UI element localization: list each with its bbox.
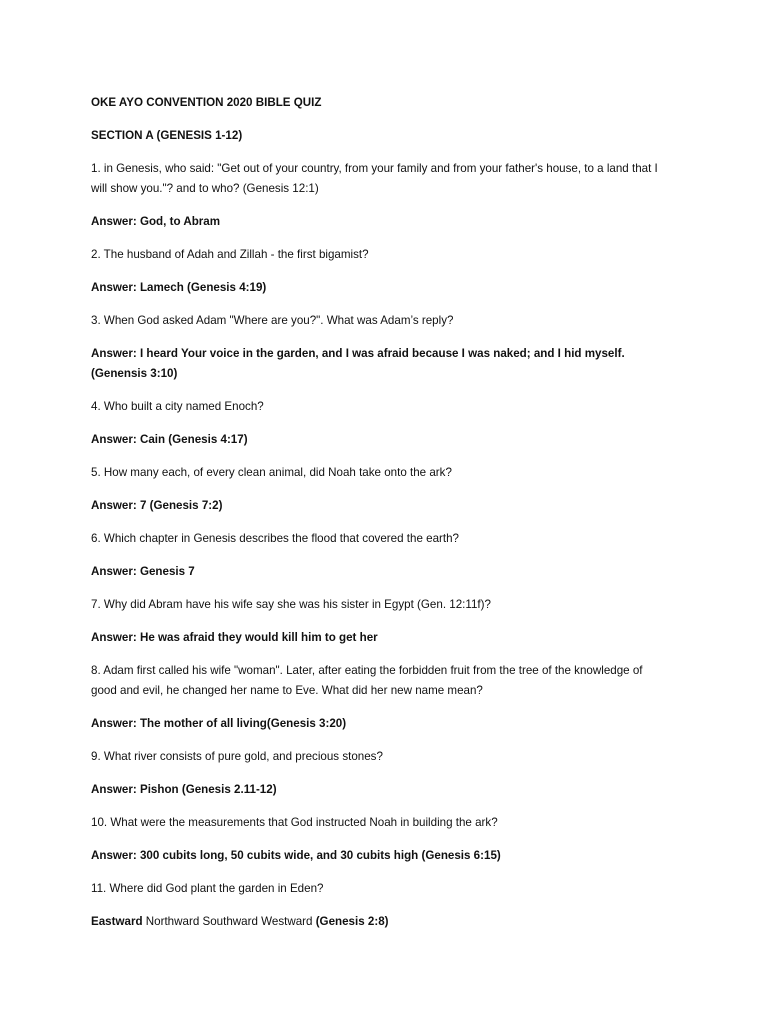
answer-10: Answer: 300 cubits long, 50 cubits wide, and 30 cubits high (Genesis 6:15) xyxy=(91,849,501,862)
section-heading: SECTION A (GENESIS 1-12) xyxy=(91,129,243,142)
question-9: 9. What river consists of pure gold, and precious stones? xyxy=(91,750,383,763)
answer-4: Answer: Cain (Genesis 4:17) xyxy=(91,433,248,446)
question-6: 6. Which chapter in Genesis describes the flood that covered the earth? xyxy=(91,532,459,545)
answer-7: Answer: He was afraid they would kill him to get her xyxy=(91,631,378,644)
answer-1: Answer: God, to Abram xyxy=(91,215,221,228)
document-title: OKE AYO CONVENTION 2020 BIBLE QUIZ xyxy=(91,96,322,109)
question-2: 2. The husband of Adah and Zillah - the first bigamist? xyxy=(91,248,369,261)
question-3: 3. When God asked Adam "Where are you?". What was Adam’s reply? xyxy=(91,314,454,327)
answer-9: Answer: Pishon (Genesis 2.11-12) xyxy=(91,783,277,796)
question-8: 8. Adam first called his wife "woman". Later, after eating the forbidden fruit from the tree of the knowledge of good and evil, he changed her name to Eve. What did her new name mean? xyxy=(91,664,643,697)
question-7: 7. Why did Abram have his wife say she was his sister in Egypt (Gen. 12:11f)? xyxy=(91,598,491,611)
question-10: 10. What were the measurements that God instructed Noah in building the ark? xyxy=(91,816,498,829)
answer-11-other-options: Northward Southward Westward xyxy=(142,915,316,928)
answer-2: Answer: Lamech (Genesis 4:19) xyxy=(91,281,267,294)
document-body xyxy=(91,93,671,945)
answer-11-first-option: Eastward xyxy=(91,915,143,928)
answer-11 xyxy=(91,912,671,932)
answer-8: Answer: The mother of all living(Genesis 3:20) xyxy=(91,717,347,730)
question-5: 5. How many each, of every clean animal, did Noah take onto the ark? xyxy=(91,466,452,479)
question-4: 4. Who built a city named Enoch? xyxy=(91,400,264,413)
answer-6: Answer: Genesis 7 xyxy=(91,565,195,578)
question-1: 1. in Genesis, who said: "Get out of your country, from your family and from your father's house, to a land that I will show you."? and to who? (Genesis 12:1) xyxy=(91,162,658,195)
answer-5: Answer: 7 (Genesis 7:2) xyxy=(91,499,223,512)
question-11: 11. Where did God plant the garden in Eden? xyxy=(91,882,324,895)
answer-11-reference: (Genesis 2:8) xyxy=(315,915,389,928)
answer-3: Answer: I heard Your voice in the garden, and I was afraid because I was naked; and I hid myself. (Genensis 3:10) xyxy=(91,347,625,380)
